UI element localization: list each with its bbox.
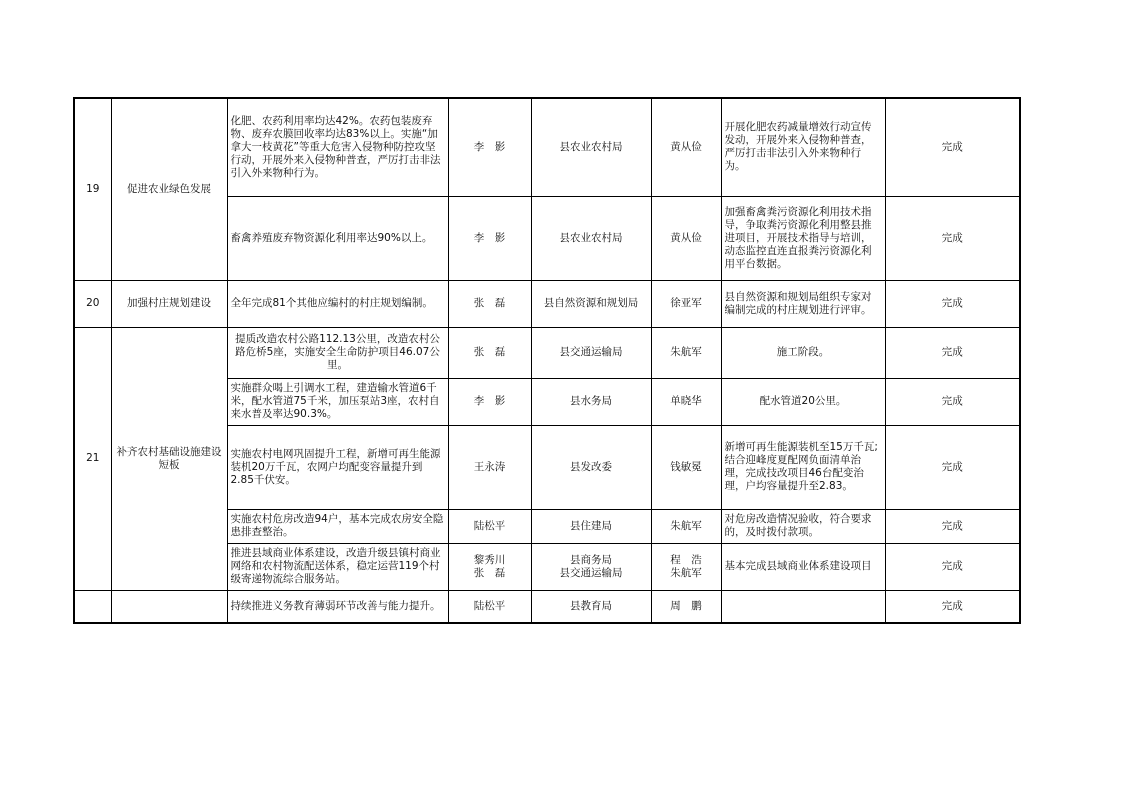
row-number <box>74 590 111 623</box>
task-description: 畜禽养殖废弃物资源化利用率达90%以上。 <box>227 196 448 280</box>
responsible-unit: 县农业农村局 <box>531 196 651 280</box>
progress: 基本完成县域商业体系建设项目 <box>721 543 885 590</box>
responsible-person: 黄从俭 <box>651 98 721 196</box>
item-name: 补齐农村基础设施建设短板 <box>111 327 227 590</box>
table-row <box>74 590 1020 623</box>
status: 完成 <box>885 280 1020 327</box>
responsible-unit: 县水务局 <box>531 378 651 425</box>
progress <box>721 590 885 623</box>
task-description: 实施群众喝上引调水工程，建造输水管道6千米，配水管道75千米，加压泵站3座，农村自来水普及率达90.3%。 <box>227 378 448 425</box>
responsible-unit: 县发改委 <box>531 425 651 509</box>
progress: 新增可再生能源装机至15万千瓦;结合迎峰度夏配网负面清单治理，完成技改项目46台配变治理，户均容量提升至2.83。 <box>721 425 885 509</box>
progress: 开展化肥农药减量增效行动宣传发动，开展外来入侵物种普查，严厉打击非法引入外来物种行为。 <box>721 98 885 196</box>
leader: 陆松平 <box>448 590 531 623</box>
status: 完成 <box>885 543 1020 590</box>
leader: 李 影 <box>448 196 531 280</box>
leader: 黎秀川 张 磊 <box>448 543 531 590</box>
task-description: 化肥、农药利用率均达42%。农药包装废弃物、废弃农膜回收率均达83%以上。实施“加拿大一枝黄花”等重大危害入侵物种防控攻坚行动，开展外来入侵物种普查，严厉打击非法引入外来物种行为。 <box>227 98 448 196</box>
leader: 李 影 <box>448 378 531 425</box>
task-description: 提质改造农村公路112.13公里，改造农村公路危桥5座，实施安全生命防护项目46.07公里。 <box>227 327 448 378</box>
status: 完成 <box>885 378 1020 425</box>
responsible-unit: 县交通运输局 <box>531 327 651 378</box>
task-description: 实施农村危房改造94户，基本完成农房安全隐患排查整治。 <box>227 509 448 543</box>
row-number: 21 <box>74 327 111 590</box>
responsible-person: 程 浩 朱航军 <box>651 543 721 590</box>
responsible-person: 黄从俭 <box>651 196 721 280</box>
task-description: 实施农村电网巩固提升工程，新增可再生能源装机20万千瓦，农网户均配变容量提升到2.85千伏安。 <box>227 425 448 509</box>
leader: 王永涛 <box>448 425 531 509</box>
item-name: 促进农业绿色发展 <box>111 98 227 280</box>
status: 完成 <box>885 196 1020 280</box>
progress: 施工阶段。 <box>721 327 885 378</box>
leader: 陆松平 <box>448 509 531 543</box>
row-number: 19 <box>74 98 111 280</box>
table-row <box>74 98 1020 196</box>
progress: 县自然资源和规划局组织专家对编制完成的村庄规划进行评审。 <box>721 280 885 327</box>
responsible-unit: 县住建局 <box>531 509 651 543</box>
status: 完成 <box>885 425 1020 509</box>
row-number: 20 <box>74 280 111 327</box>
responsible-person: 周 鹏 <box>651 590 721 623</box>
task-description: 持续推进义务教育薄弱环节改善与能力提升。 <box>227 590 448 623</box>
responsible-person: 徐亚军 <box>651 280 721 327</box>
status: 完成 <box>885 98 1020 196</box>
responsible-unit: 县农业农村局 <box>531 98 651 196</box>
table-row <box>74 280 1020 327</box>
task-description: 推进县域商业体系建设，改造升级县镇村商业网络和农村物流配送体系，稳定运营119个村级寄递物流综合服务站。 <box>227 543 448 590</box>
task-description: 全年完成81个其他应编村的村庄规划编制。 <box>227 280 448 327</box>
progress: 对危房改造情况验收，符合要求的，及时拨付款项。 <box>721 509 885 543</box>
progress: 加强畜禽粪污资源化利用技术指导，争取粪污资源化利用整县推进项目，开展技术指导与培训，动态监控直连直报粪污资源化利用平台数据。 <box>721 196 885 280</box>
responsible-person: 单晓华 <box>651 378 721 425</box>
responsible-person: 朱航军 <box>651 327 721 378</box>
task-table <box>73 97 1021 624</box>
responsible-unit: 县自然资源和规划局 <box>531 280 651 327</box>
status: 完成 <box>885 590 1020 623</box>
item-name: 加强村庄规划建设 <box>111 280 227 327</box>
status: 完成 <box>885 327 1020 378</box>
leader: 李 影 <box>448 98 531 196</box>
leader: 张 磊 <box>448 327 531 378</box>
status: 完成 <box>885 509 1020 543</box>
responsible-unit: 县教育局 <box>531 590 651 623</box>
item-name <box>111 590 227 623</box>
responsible-person: 钱敏冕 <box>651 425 721 509</box>
table-row <box>74 327 1020 378</box>
leader: 张 磊 <box>448 280 531 327</box>
progress: 配水管道20公里。 <box>721 378 885 425</box>
responsible-person: 朱航军 <box>651 509 721 543</box>
responsible-unit: 县商务局 县交通运输局 <box>531 543 651 590</box>
